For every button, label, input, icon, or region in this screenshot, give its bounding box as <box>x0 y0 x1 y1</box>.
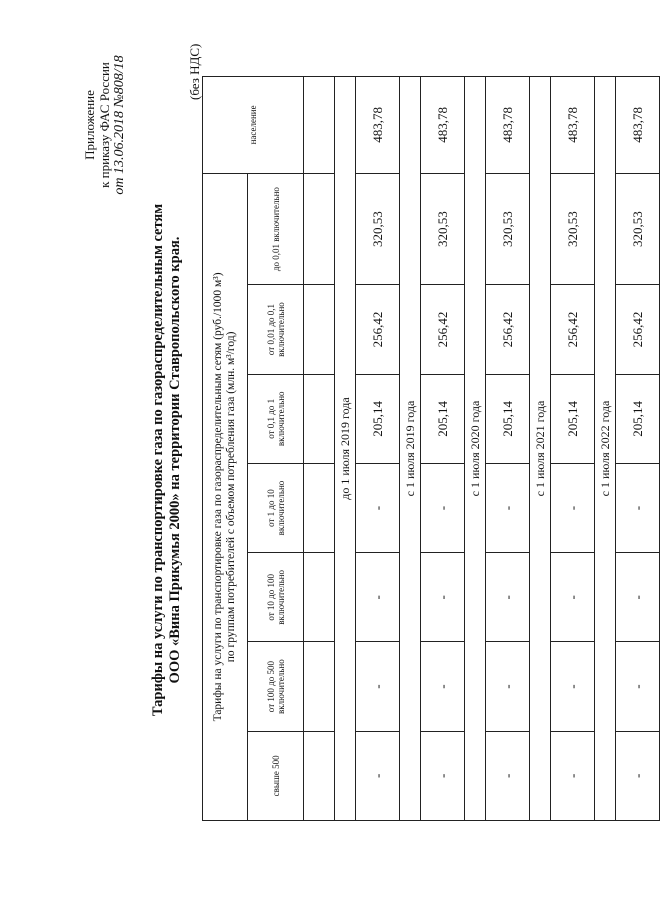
vat-note: (без НДС) <box>187 43 202 100</box>
table-cell: - <box>356 553 400 642</box>
table-cell: - <box>486 731 530 820</box>
table-cell: 256,42 <box>486 285 530 374</box>
table-cell: 205,14 <box>421 374 465 463</box>
table-cell: - <box>356 642 400 731</box>
table-cell: 483,78 <box>616 77 660 174</box>
table-row <box>551 77 595 821</box>
column-header: свыше 500 <box>248 731 304 820</box>
table-cell: - <box>486 463 530 552</box>
table-cell: - <box>616 463 660 552</box>
table-cell: - <box>356 731 400 820</box>
table-row <box>616 77 660 821</box>
column-header: от 0,1 до 1 включительно <box>248 374 304 463</box>
table-cell: 205,14 <box>551 374 595 463</box>
table-cell: 205,14 <box>486 374 530 463</box>
table-cell: 320,53 <box>421 173 465 285</box>
table-cell: 320,53 <box>616 173 660 285</box>
table-cell: - <box>486 642 530 731</box>
table-cell: - <box>551 553 595 642</box>
period-label: с 1 июля 2020 года <box>465 77 486 821</box>
table-cell: 256,42 <box>616 285 660 374</box>
table-cell: - <box>616 642 660 731</box>
table-row <box>356 77 400 821</box>
group-header-line-1: Тарифы на услуги по транспортировке газа по газораспределительным сетям (руб./1000 м³) <box>212 272 224 722</box>
period-label: с 1 июля 2019 года <box>400 77 421 821</box>
table-cell: - <box>551 463 595 552</box>
column-header: от 100 до 500 включительно <box>248 642 304 731</box>
document-title <box>150 180 184 740</box>
table-cell: - <box>421 463 465 552</box>
table-cell: 483,78 <box>486 77 530 174</box>
column-header: от 10 до 100 включительно <box>248 553 304 642</box>
table-cell: 256,42 <box>551 285 595 374</box>
period-row <box>465 77 486 821</box>
column-header: до 0,01 включительно <box>248 173 304 285</box>
table-cell: - <box>421 642 465 731</box>
tariff-table <box>202 76 660 821</box>
table-cell: 205,14 <box>616 374 660 463</box>
table-cell: - <box>551 731 595 820</box>
title-line-2: ООО «Вина Прикумья 2000» на территории Ставропольского края. <box>167 236 183 684</box>
table-cell: - <box>486 553 530 642</box>
column-header: население <box>203 77 304 174</box>
table-cell: 320,53 <box>486 173 530 285</box>
table-cell: 256,42 <box>356 285 400 374</box>
table-row <box>421 77 465 821</box>
appendix-order-ref: от 13.06.2018 №808/18 <box>112 55 127 195</box>
column-header: от 0,01 до 0,1 включительно <box>248 285 304 374</box>
table-cell: 483,78 <box>356 77 400 174</box>
period-row <box>400 77 421 821</box>
appendix-line-2: к приказу ФАС России <box>97 62 112 188</box>
period-label: до 1 июля 2019 года <box>335 77 356 821</box>
period-row <box>595 77 616 821</box>
period-label: с 1 июля 2021 года <box>530 77 551 821</box>
table-cell: - <box>551 642 595 731</box>
table-cell: - <box>421 553 465 642</box>
period-label: с 1 июля 2022 года <box>595 77 616 821</box>
table-cell: - <box>421 731 465 820</box>
period-row <box>335 77 356 821</box>
group-header-line-2: по группам потребителей с объемом потребления газа (млн. м³/год) <box>225 331 237 663</box>
table-cell: 205,14 <box>356 374 400 463</box>
period-row <box>530 77 551 821</box>
title-line-1: Тарифы на услуги по транспортировке газа по газораспределительным сетям <box>150 203 166 717</box>
table-cell: 256,42 <box>421 285 465 374</box>
table-cell: - <box>356 463 400 552</box>
column-header: от 1 до 10 включительно <box>248 463 304 552</box>
group-header <box>203 173 248 820</box>
table-row <box>486 77 530 821</box>
appendix-line-1: Приложение <box>82 90 97 160</box>
table-cell: 483,78 <box>551 77 595 174</box>
table-cell: 320,53 <box>356 173 400 285</box>
appendix-block <box>82 50 127 200</box>
table-cell: 320,53 <box>551 173 595 285</box>
spacer-row <box>304 77 335 821</box>
table-cell: 483,78 <box>421 77 465 174</box>
table-cell: - <box>616 731 660 820</box>
table-cell: - <box>616 553 660 642</box>
